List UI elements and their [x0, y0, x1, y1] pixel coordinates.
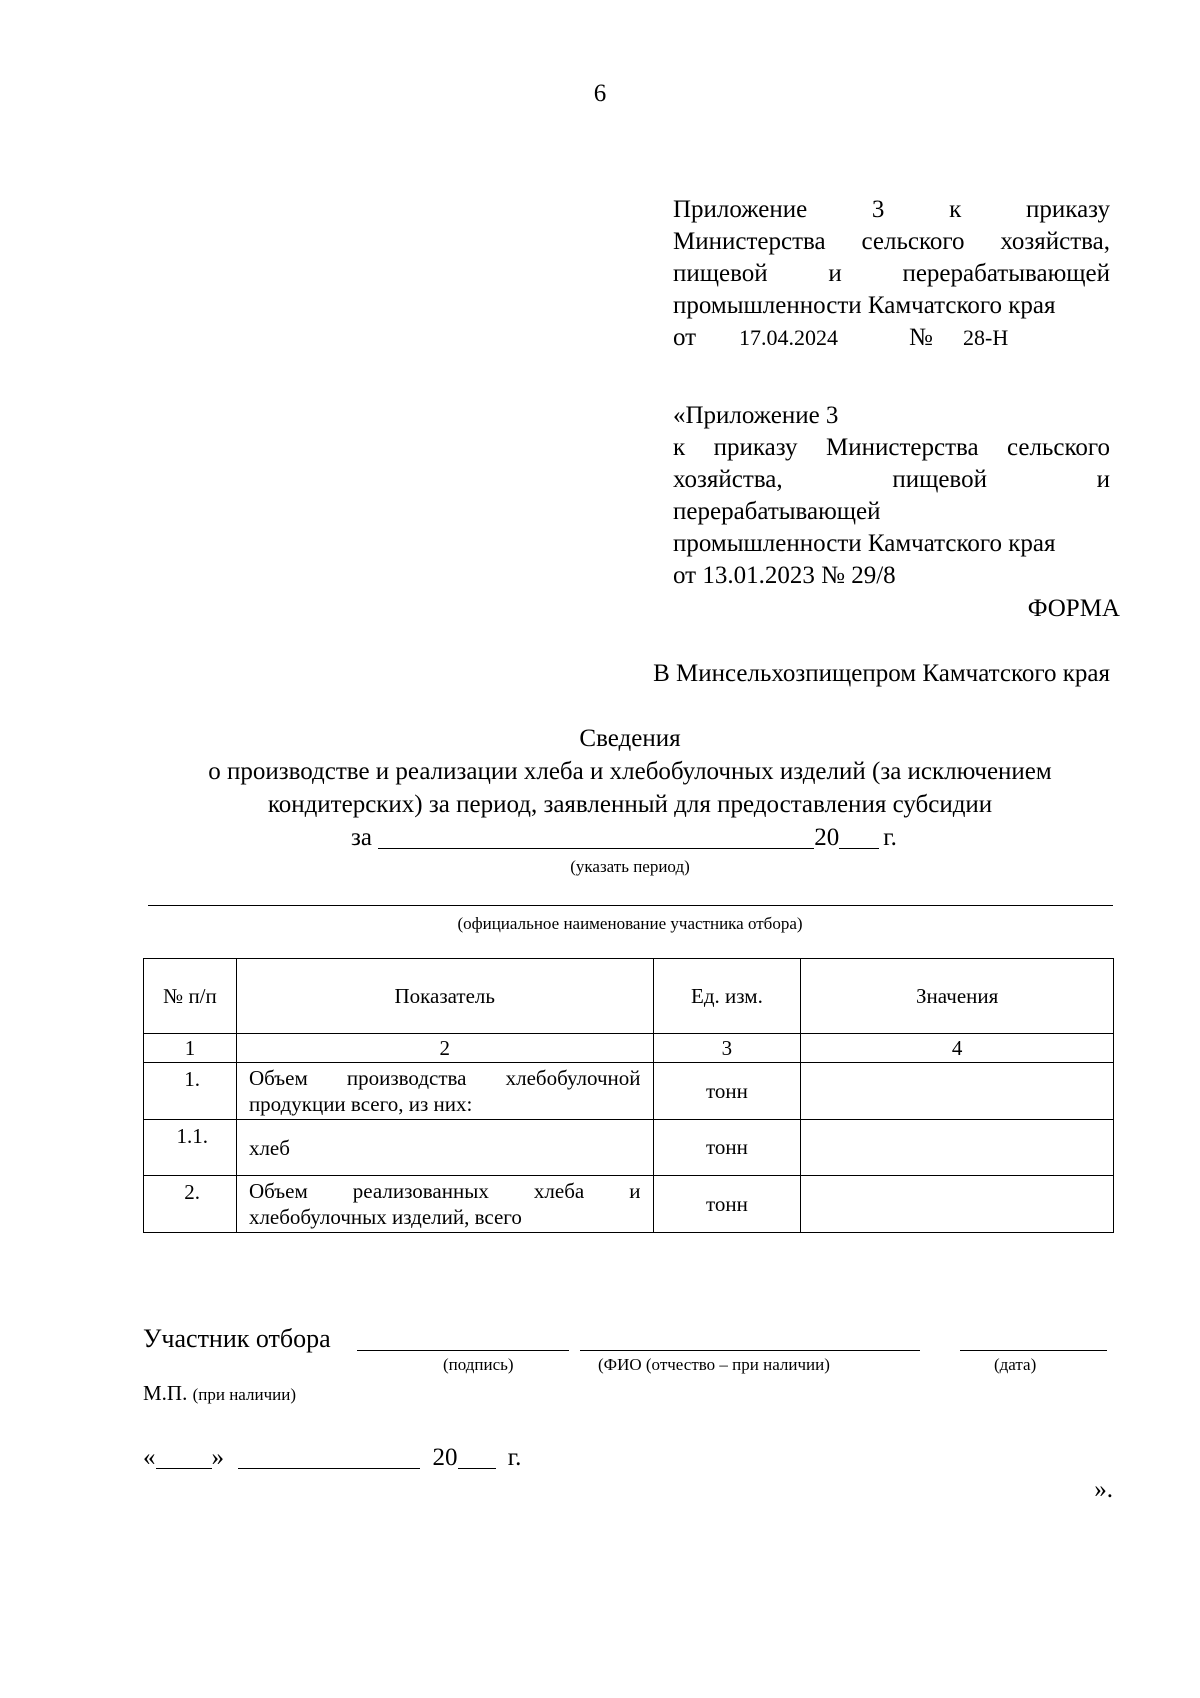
period-year-suffix: г. [883, 824, 897, 851]
table-row [144, 1176, 1114, 1233]
quoted-line-1: «Приложение 3 [673, 402, 839, 429]
participant-name-field[interactable] [148, 905, 1113, 906]
doc-title-line-3: кондитерских) за период, заявленный для предоставления субсидии [267, 791, 993, 818]
row-indicator: Объем производства хлебобулочной продукции всего, из них: [236, 1063, 653, 1120]
column-number: 3 [653, 1034, 801, 1063]
date-field[interactable] [960, 1350, 1107, 1351]
date-label: от [673, 324, 697, 351]
signature-field[interactable] [357, 1350, 569, 1351]
period-field[interactable] [378, 822, 814, 849]
doc-title-line-2: о производстве и реализации хлеба и хлебобулочных изделий (за исключением [208, 758, 1052, 785]
row-unit: тонн [653, 1176, 801, 1233]
header-cell: Значения [801, 959, 1114, 1034]
closing-quote: ». [1094, 1476, 1113, 1503]
quoted-line-5: промышленности Камчатского края [673, 530, 1056, 557]
column-number-row [144, 1034, 1114, 1063]
quoted-line-2: к приказу Министерства сельского [673, 434, 1110, 461]
column-number: 2 [236, 1034, 653, 1063]
addressee: В Минсельхозпищепром Камчатского края [653, 660, 1110, 687]
row-number: 1. [144, 1063, 237, 1120]
row-indicator: хлеб [236, 1120, 653, 1176]
page-number: 6 [593, 80, 607, 107]
stamp-line [143, 1381, 296, 1406]
sign-year-prefix: 20 [432, 1444, 458, 1471]
quoted-line-6: от 13.01.2023 № 29/8 [673, 562, 896, 589]
table-header-row [144, 959, 1114, 1034]
signature-label: Участник отбора [143, 1324, 331, 1353]
date-caption: (дата) [994, 1355, 1037, 1374]
table-row [144, 1120, 1114, 1176]
row-value-input[interactable] [801, 1176, 1114, 1233]
annex-line-1: Приложение 3 к приказу [673, 196, 1111, 223]
annex-line-2: Министерства сельского хозяйства, [673, 228, 1110, 255]
row-number: 1.1. [144, 1120, 237, 1176]
fio-caption: (ФИО (отчество – при наличии) [598, 1355, 830, 1374]
stamp-note: (при наличии) [192, 1385, 296, 1404]
stamp-label: М.П. [143, 1381, 188, 1405]
participant-caption: (официальное наименование участника отбора) [457, 914, 803, 933]
row-unit: тонн [653, 1120, 801, 1176]
row-indicator: Объем реализованных хлеба и хлебобулочных изделий, всего [236, 1176, 653, 1233]
header-cell: № п/п [144, 959, 237, 1034]
quoted-line-4: перерабатывающей [673, 498, 881, 525]
row-unit: тонн [653, 1063, 801, 1120]
header-cell: Показатель [236, 959, 653, 1034]
column-number: 1 [144, 1034, 237, 1063]
column-number: 4 [801, 1034, 1114, 1063]
quoted-annex [673, 400, 1110, 592]
form-label: ФОРМА [1027, 595, 1120, 622]
period-year-field[interactable] [839, 822, 879, 849]
sign-month-field[interactable] [238, 1444, 420, 1469]
quoted-line-3: хозяйства, пищевой и [673, 466, 1111, 493]
annex-number: 28-Н [963, 325, 1009, 350]
period-prefix: за [351, 824, 372, 851]
row-number: 2. [144, 1176, 237, 1233]
sign-date-line [143, 1444, 521, 1472]
sign-date-open-quote: « [143, 1444, 156, 1471]
data-table [143, 958, 1114, 1233]
sign-day-field[interactable] [156, 1444, 212, 1469]
period-year-prefix: 20 [814, 824, 840, 851]
sign-date-close-quote: » [211, 1444, 224, 1471]
fio-field[interactable] [580, 1350, 920, 1351]
annex-line-3: пищевой и перерабатывающей [673, 260, 1110, 287]
sign-year-suffix: г. [507, 1444, 522, 1471]
period-caption: (указать период) [570, 857, 690, 876]
header-cell: Ед. изм. [653, 959, 801, 1034]
sign-year-field[interactable] [458, 1444, 496, 1469]
row-value-input[interactable] [801, 1120, 1114, 1176]
annex-line-4: промышленности Камчатского края [673, 292, 1056, 319]
period-line [351, 822, 897, 854]
annex-date: 17.04.2024 [739, 325, 838, 350]
annex-header [673, 194, 1110, 354]
doc-title: Сведения [579, 725, 681, 752]
row-value-input[interactable] [801, 1063, 1114, 1120]
sign-caption: (подпись) [443, 1355, 514, 1374]
annex-date-row [673, 322, 1110, 354]
table-row [144, 1063, 1114, 1120]
number-label: № [909, 324, 933, 351]
